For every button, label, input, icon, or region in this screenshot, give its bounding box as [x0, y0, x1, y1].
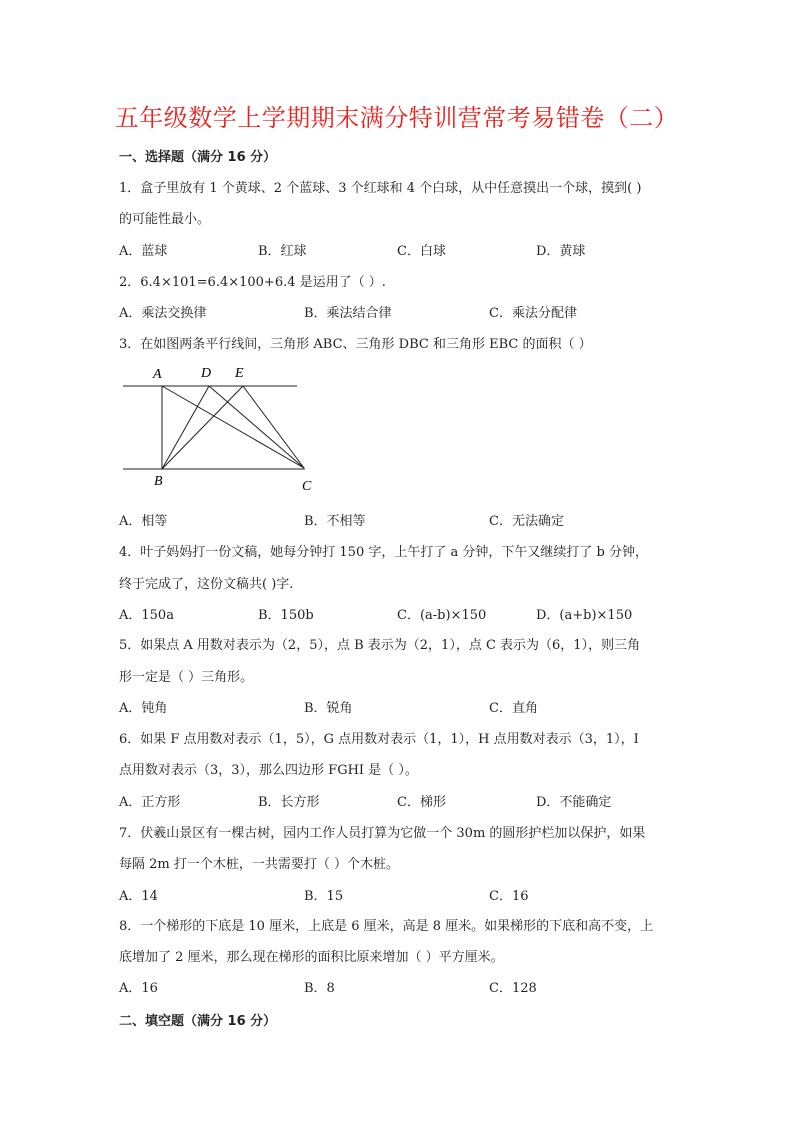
q7-option-a[interactable]: A．14 — [119, 889, 158, 904]
section-heading-fill: 二、填空题（满分 16 分） — [119, 1014, 277, 1029]
parallel-lines-triangles-figure — [119, 362, 319, 497]
question-4-text: 4．叶子妈妈打一份文稿，她每分钟打 150 字，上午打了 a 分钟，下午又继续打了 b 分钟， — [119, 545, 648, 560]
q4-option-a[interactable]: A．150a — [119, 608, 174, 623]
label-c: C — [302, 479, 312, 494]
question-6-text: 6．如果 F 点用数对表示（1，5），G 点用数对表示（1，1），H 点用数对表示（3，1），I — [119, 732, 639, 747]
question-5-text-cont: 形一定是（ ）三角形。 — [119, 670, 254, 685]
q3-option-a[interactable]: A．相等 — [119, 514, 168, 529]
q5-option-a[interactable]: A．钝角 — [119, 701, 168, 716]
label-b: B — [154, 474, 163, 489]
q5-option-b[interactable]: B．锐角 — [304, 701, 353, 716]
q1-option-d[interactable]: D．黄球 — [536, 244, 586, 259]
q2-option-b[interactable]: B．乘法结合律 — [304, 306, 392, 321]
question-3-text: 3．在如图两条平行线间，三角形 ABC、三角形 DBC 和三角形 EBC 的面积（ ） — [119, 337, 592, 352]
q7-option-b[interactable]: B．15 — [304, 889, 344, 904]
q8-option-b[interactable]: B．8 — [304, 981, 335, 996]
q6-option-b[interactable]: B．长方形 — [258, 795, 320, 810]
label-e: E — [235, 366, 244, 381]
question-7-text: 7．伏羲山景区有一棵古树，园内工作人员打算为它做一个 30m 的圆形护栏加以保护，如果 — [119, 826, 646, 841]
question-7-text-cont: 每隔 2m 打一个木桩，一共需要打（ ）个木桩。 — [119, 857, 399, 872]
q2-option-a[interactable]: A．乘法交换律 — [119, 306, 207, 321]
question-4-text-cont: 终于完成了，这份文稿共( )字. — [119, 577, 294, 592]
segment-ec — [243, 386, 304, 468]
label-a: A — [153, 367, 162, 382]
question-6-text-cont: 点用数对表示（3，3），那么四边形 FGHI 是（ ）。 — [119, 763, 418, 778]
q8-option-a[interactable]: A．16 — [119, 981, 158, 996]
q6-option-c[interactable]: C．梯形 — [397, 795, 446, 810]
q6-option-a[interactable]: A．正方形 — [119, 795, 181, 810]
segment-dc — [209, 386, 304, 468]
question-5-text: 5．如果点 A 用数对表示为（2，5），点 B 表示为（2，1），点 C 表示为（6，1），则三角 — [119, 638, 641, 653]
exam-title: 五年级数学上学期期末满分特训营常考易错卷（二） — [114, 104, 679, 132]
q6-option-d[interactable]: D．不能确定 — [536, 795, 612, 810]
q8-option-c[interactable]: C．128 — [489, 981, 537, 996]
q1-option-c[interactable]: C．白球 — [397, 244, 446, 259]
q4-option-b[interactable]: B．150b — [258, 608, 314, 623]
question-1-text-cont: 的可能性最小。 — [119, 212, 211, 227]
question-8-text: 8．一个梯形的下底是 10 厘米，上底是 6 厘米，高是 8 厘米。如果梯形的下底和高不变，上 — [119, 919, 654, 934]
q1-option-b[interactable]: B．红球 — [258, 244, 307, 259]
q3-option-c[interactable]: C．无法确定 — [489, 514, 564, 529]
question-8-text-cont: 底增加了 2 厘米，那么现在梯形的面积比原来增加（ ）平方厘米。 — [119, 950, 504, 965]
section-heading-choice: 一、选择题（满分 16 分） — [119, 150, 277, 165]
q4-option-d[interactable]: D．(a+b)×150 — [536, 608, 633, 623]
label-d: D — [201, 366, 212, 381]
q7-option-c[interactable]: C．16 — [489, 889, 529, 904]
question-2-text: 2．6.4×101=6.4×100+6.4 是运用了（ ）. — [119, 275, 386, 290]
q3-option-b[interactable]: B．不相等 — [304, 514, 366, 529]
q1-option-a[interactable]: A．蓝球 — [119, 244, 168, 259]
question-1-text: 1．盒子里放有 1 个黄球、2 个蓝球、3 个红球和 4 个白球，从中任意摸出一个球，摸到( ) — [119, 181, 642, 196]
segment-ac — [162, 386, 304, 468]
q2-option-c[interactable]: C．乘法分配律 — [489, 306, 577, 321]
q4-option-c[interactable]: C．(a-b)×150 — [397, 608, 487, 623]
q5-option-c[interactable]: C．直角 — [489, 701, 538, 716]
